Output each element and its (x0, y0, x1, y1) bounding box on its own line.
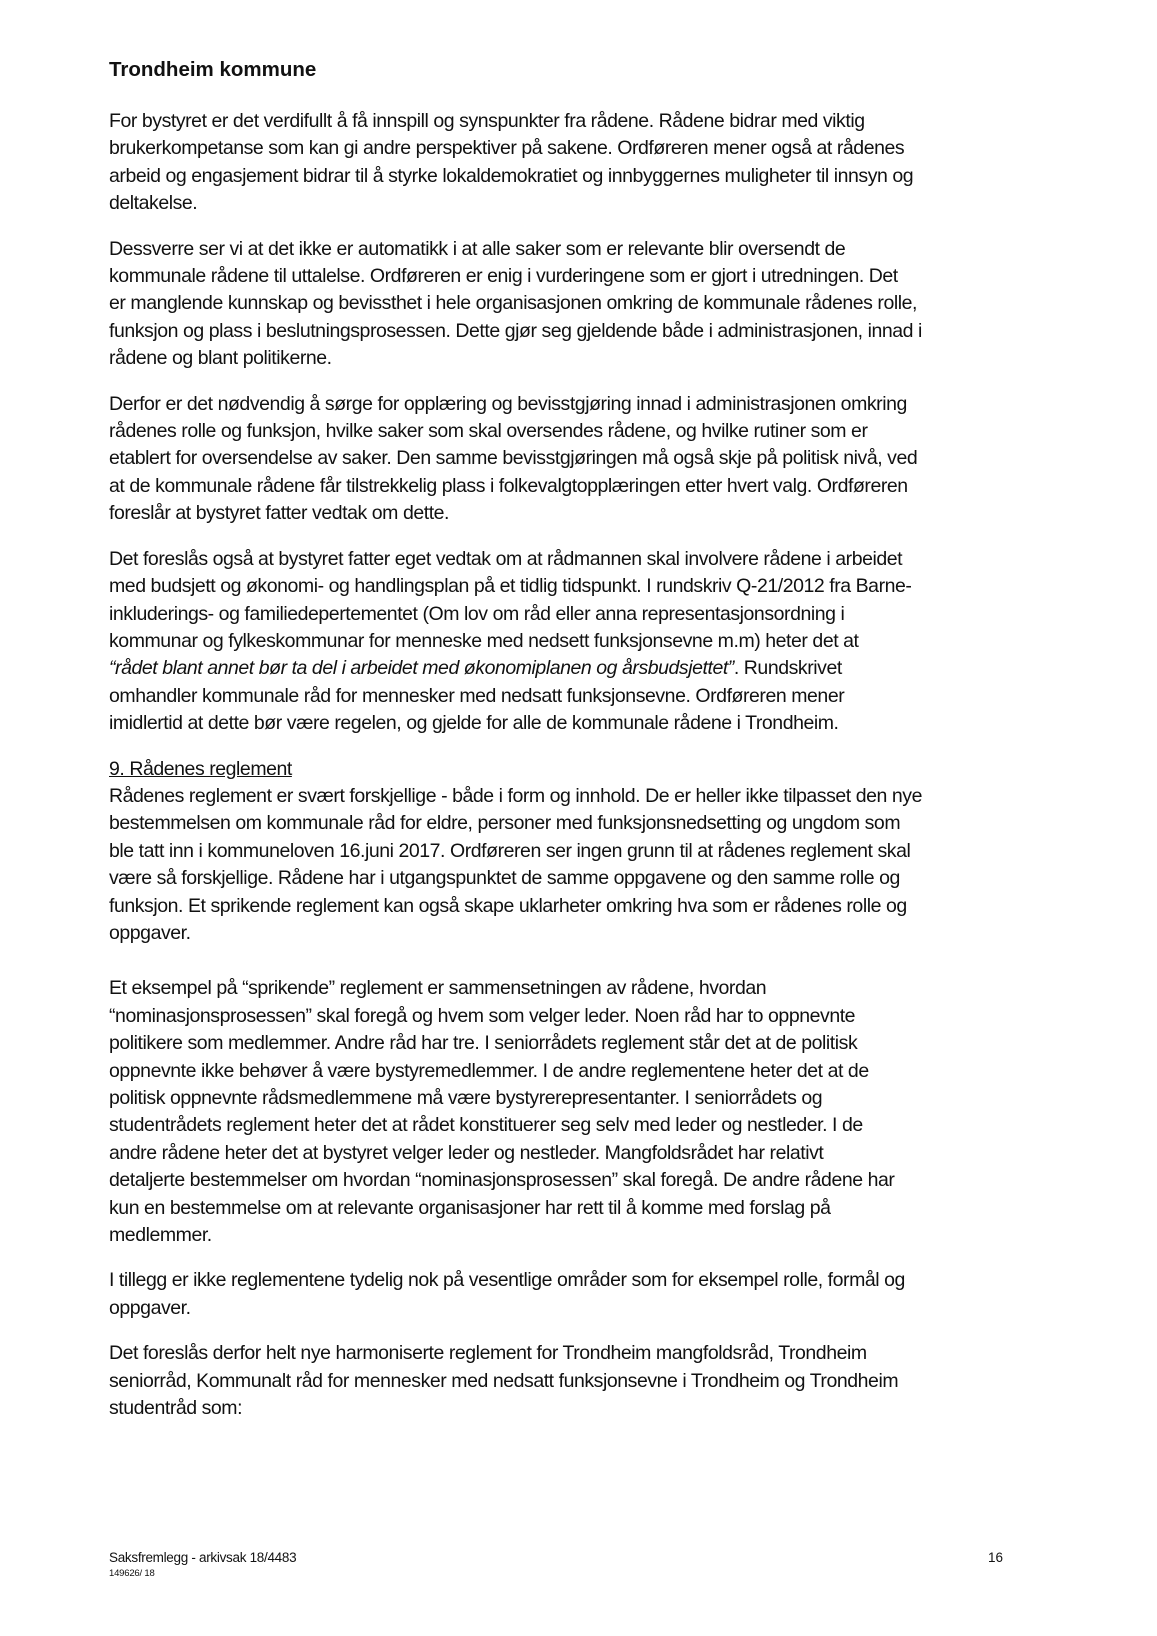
text-line: bestemmelsen om kommunale råd for eldre, personer med funksjonsnedsetting og ungdom som (109, 812, 901, 835)
page-content (109, 56, 1029, 1422)
quote-tail: . Rundskrivet (733, 657, 842, 680)
text-line: Rådenes reglement er svært forskjellige - både i form og innhold. De er heller ikke tilpasset den nye (109, 784, 922, 807)
text-line: rådene og blant politikerne. (109, 347, 332, 370)
text-line: Det foreslås derfor helt nye harmoniserte reglement for Trondheim mangfoldsråd, Trondheim (109, 1342, 867, 1365)
paragraph-4 (109, 546, 1029, 738)
text-line: kommunar og fylkeskommunar for menneske med nedsett funksjonsevne m.m) heter det at (109, 629, 859, 652)
text-line: For bystyret er det verdifullt å få innspill og synspunkter fra rådene. Rådene bidrar med viktig (109, 110, 865, 132)
text-line: kommunale rådene til uttalelse. Ordføreren er enig i vurderingene som er gjort i utredningen. Det (109, 265, 898, 288)
text-line: brukerkompetanse som kan gi andre perspektiver på sakene. Ordføreren mener også at rådenes (109, 137, 905, 160)
paragraph-2 (109, 236, 1029, 373)
paragraph-3 (109, 391, 1029, 528)
text-line: ble tatt inn i kommuneloven 16.juni 2017. Ordføreren ser ingen grunn til at rådenes reglement skal (109, 839, 911, 862)
page-footer (109, 1549, 296, 1581)
text-line: funksjon. Et sprikende reglement kan også skape uklarheter omkring hva som er rådenes rolle og (109, 894, 907, 917)
text-line: deltakelse. (109, 192, 198, 215)
text-line: oppnevnte ikke behøver å være bystyremedlemmer. I de andre reglementene heter det at de (109, 1059, 869, 1082)
italic-quote: “rådet blant annet bør ta del i arbeidet med økonomiplanen og årsbudsjettet” (109, 657, 734, 680)
text-line: er manglende kunnskap og bevissthet i hele organisasjonen omkring de kommunale rådenes rolle, (109, 292, 917, 315)
text-line: andre rådene heter det at bystyret velger leder og nestleder. Mangfoldsrådet har relativt (109, 1141, 824, 1164)
text-line: kun en bestemmelse om at relevante organisasjoner har rett til å komme med forslag på (109, 1196, 831, 1219)
page-number: 16 (988, 1550, 1004, 1565)
document-title: Trondheim kommune (109, 58, 317, 81)
text-line: studentråd som: (109, 1397, 243, 1420)
text-line: Derfor er det nødvendig å sørge for opplæring og bevisstgjøring innad i administrasjonen omkring (109, 392, 907, 415)
footer-case-label: Saksfremlegg - arkivsak 18/4483 (109, 1550, 297, 1565)
text-line: inkluderings- og familiedepertementet (Om lov om råd eller anna representasjonsordning i (109, 602, 845, 625)
text-line: Det foreslås også at bystyret fatter eget vedtak om at rådmannen skal involvere rådene i arbeidet (109, 547, 903, 570)
paragraph-7 (109, 1267, 1029, 1322)
text-line: omhandler kommunale råd for mennesker med nedsatt funksjonsevne. Ordføreren mener (109, 684, 845, 707)
text-line: politikere som medlemmer. Andre råd har tre. I seniorrådets reglement står det at de politisk (109, 1032, 858, 1055)
text-line: Dessverre ser vi at det ikke er automatikk i at alle saker som er relevante blir oversendt de (109, 237, 846, 260)
section-heading: 9. Rådenes reglement (109, 757, 292, 780)
text-line-with-quote (109, 655, 1029, 682)
text-line: “nominasjonsprosessen” skal foregå og hvem som velger leder. Noen råd har to oppnevnte (109, 1004, 856, 1027)
text-line: Et eksempel på “sprikende” reglement er sammensetningen av rådene, hvordan (109, 977, 767, 1000)
text-line: arbeid og engasjement bidrar til å styrke lokaldemokratiet og innbyggernes muligheter til innsyn og (109, 164, 914, 187)
text-line: etablert for oversendelse av saker. Den samme bevisstgjøringen må også skje på politisk nivå, ved (109, 447, 918, 470)
paragraph-1 (109, 108, 1029, 218)
text-line: seniorråd, Kommunalt råd for mennesker med nedsatt funksjonsevne i Trondheim og Trondheim (109, 1369, 899, 1392)
text-line: at de kommunale rådene får tilstrekkelig plass i folkevalgtopplæringen etter hvert valg. Ordføreren (109, 474, 908, 497)
text-line: foreslår at bystyret fatter vedtak om dette. (109, 502, 450, 525)
text-line: være så forskjellige. Rådene har i utgangspunktet de samme oppgavene og den samme rolle og (109, 867, 900, 890)
text-line: funksjon og plass i beslutningsprosessen. Dette gjør seg gjeldende både i administrasjonen, innad i (109, 319, 922, 342)
paragraph-8 (109, 1340, 1029, 1422)
text-line: detaljerte bestemmelser om hvordan “nominasjonsprosessen” skal foregå. De andre rådene har (109, 1169, 895, 1192)
footer-doc-id: 149626/ 18 (109, 1568, 155, 1579)
text-line: I tillegg er ikke reglementene tydelig nok på vesentlige områder som for eksempel rolle, formål og (109, 1269, 905, 1292)
text-line: rådenes rolle og funksjon, hvilke saker som skal oversendes rådene, og hvilke rutiner som er (109, 420, 868, 443)
text-line: oppgaver. (109, 1296, 191, 1319)
text-line: politisk oppnevnte rådsmedlemmene må være bystyrerepresentanter. I seniorrådets og (109, 1087, 823, 1109)
section-9 (109, 756, 1029, 948)
text-line: med budsjett og økonomi- og handlingsplan på et tidlig tidspunkt. I rundskriv Q-21/2012 fra Barne- (109, 575, 912, 598)
text-line: studentrådets reglement heter det at rådet konstituerer seg selv med leder og nestleder. I de (109, 1114, 863, 1137)
paragraph-6 (109, 975, 1029, 1249)
text-line: imidlertid at dette bør være regelen, og gjelde for alle de kommunale rådene i Trondheim. (109, 712, 839, 735)
text-line: oppgaver. (109, 921, 191, 944)
text-line: medlemmer. (109, 1224, 212, 1247)
